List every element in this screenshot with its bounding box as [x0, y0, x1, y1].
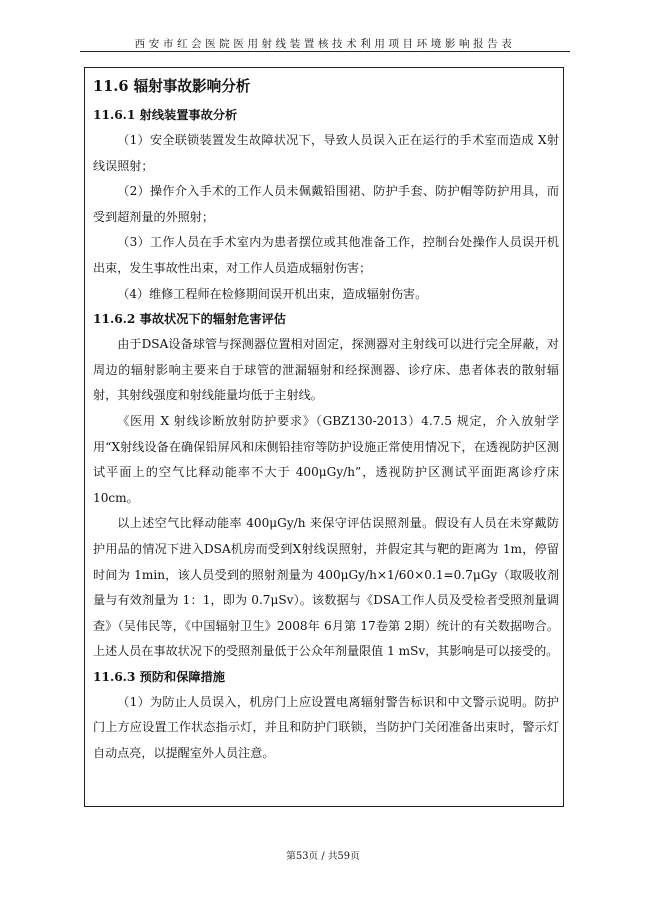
- prevention-paragraph-1: （1）为防止人员误入，机房门上应设置电离辐射警告标识和中文警示说明。防护门上方应设置工作状态指示灯，并且和防护门联锁，当防护门关闭准备出束时，警示灯自动点亮，以提醒室外人员注意。: [93, 694, 559, 761]
- assessment-paragraph-2: 《医用 X 射线诊断放射防护要求》（GBZ130-2013）4.7.5 规定，介入放射学用“X射线设备在确保铅屏风和床侧铅挂帘等防护设施正常使用情况下，在透视防护区测试平面上的空气比释动能率不大于 400μGy/h”，透视防护区测试平面距离诊疗床 10cm。: [93, 413, 559, 505]
- accident-item-4: （4）维修工程师在检修期间误开机出束，造成辐射伤害。: [117, 286, 428, 301]
- assessment-paragraph-3: 以上述空气比释动能率 400μGy/h 来保守评估误照剂量。假设有人员在未穿戴防护用品的情况下进入DSA机房而受到X射线误照射，并假定其与靶的距离为 1m，停留时间为 1min，该人员受到的照射剂量为 400μGy/h×1/60×0.1=0.7μGy（取吸收剂量与有效剂量为 1：1，即为 0.7μSv）。该数据与《DSA工作人员及受检者受照剂量调查》（吴伟民等，《中国辐射卫生》2008年 6月第 17卷第 2期）统计的有关数据吻合。上述人员在事故状况下的受照剂量低于公众年剂量限值 1 mSv，其影响是可以接受的。: [93, 516, 559, 659]
- page-content: [93, 73, 559, 767]
- subsection-title-prevention: 11.6.3 预防和保障措施: [93, 669, 225, 684]
- subsection-title-hazard-assessment: 11.6.2 事故状况下的辐射危害评估: [93, 312, 286, 327]
- accident-item-1: （1）安全联锁装置发生故障状况下，导致人员误入正在运行的手术室而造成 X射线误照射；: [93, 133, 559, 173]
- assessment-paragraph-1: 由于DSA设备球管与探测器位置相对固定，探测器对主射线可以进行完全屏蔽，对周边的辐射影响主要来自于球管的泄漏辐射和经探测器、诊疗床、患者体表的散射辐射，其射线强度和射线能量均低于主射线。: [93, 337, 559, 403]
- subsection-title-accident-analysis: 11.6.1 射线装置事故分析: [93, 108, 238, 122]
- accident-item-3: （3）工作人员在手术室内为患者摆位或其他准备工作，控制台处操作人员误开机出束，发生事故性出束，对工作人员造成辐射伤害；: [93, 235, 559, 275]
- header-rule: [80, 51, 570, 52]
- section-title: 11.6 辐射事故影响分析: [93, 78, 251, 95]
- page-footer: 第53页 / 共59页: [286, 851, 360, 862]
- accident-item-2: （2）操作介入手术的工作人员未佩戴铅围裙、防护手套、防护帽等防护用具，而受到超剂量的外照射；: [93, 184, 559, 224]
- page-header: 西安市红会医院医用射线装置核技术利用项目环境影响报告表: [134, 38, 516, 50]
